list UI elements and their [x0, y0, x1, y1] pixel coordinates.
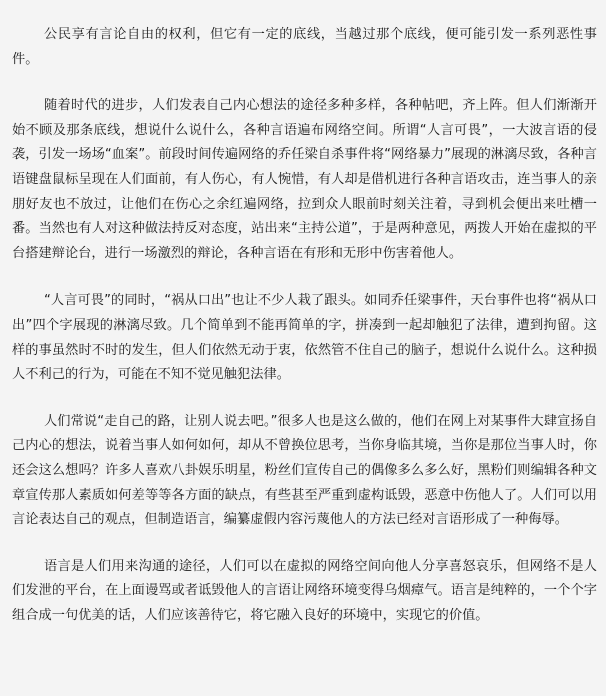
- article-paragraph: 人们常说“走自己的路，让别人说去吧。”很多人也是这么做的，他们在网上对某事件大肆宣扬自己内心的想法，说着当事人如何如何，却从不曾换位思考，当你身临其境，当你是那位当事人时，你还会这么想吗？许多人喜欢八卦娱乐明星，粉丝们宣传自己的偶像多么多么好，黑粉们则编辑各种文章宣传那人素质如何差等等各方面的缺点，有些甚至严重到虚构诋毁，恶意中伤他人了。人们可以用言论表达自己的观点，但制造语言，编纂虚假内容污蔑他人的方法已经对言语形成了一种侮辱。: [12, 413, 597, 528]
- article-paragraph: “人言可畏”的同时，“祸从口出”也让不少人栽了跟头。如同乔任梁事件，天台事件也将“祸从口出”四个字展现的淋漓尽致。几个简单到不能再简单的字，拼凑到一起却触犯了法律，遭到拘留。这样的事虽然时不时的发生，但人们依然无动于衷，依然管不住自己的脑子，想说什么说什么。这种损人不利己的行为，可能在不知不觉见触犯法律。: [12, 293, 597, 383]
- article-paragraph: 随着时代的进步，人们发表自己内心想法的途径多种多样，各种帖吧，齐上阵。但人们渐渐开始不顾及那条底线，想说什么说什么，各种言语遍布网络空间。所谓“人言可畏”，一大波言语的侵袭，引发一场场“血案”。前段时间传遍网络的乔任梁自杀事件将“网络暴力”展现的淋漓尽致，各种言语键盘鼠标呈现在人们面前，有人伤心，有人惋惜，有人却是借机进行各种言语攻击，连当事人的亲朋好友也不放过，让他们在伤心之余红遍网络，拉到众人眼前时刻关注着，寻到机会便出来吐槽一番。当然也有人对这种做法持反对态度，站出来“主持公道”，于是两种意见，两拨人开始在虚拟的平台搭建辩论台，进行一场激烈的辩论，各种言语在有形和无形中伤害着他人。: [12, 98, 597, 261]
- article-paragraph: 语言是人们用来沟通的途径，人们可以在虚拟的网络空间向他人分享喜怒哀乐，但网络不是人们发泄的平台，在上面谩骂或者诋毁他人的言语让网络环境变得乌烟瘴气。语言是纯粹的，一个个字组合成一句优美的话，人们应该善待它，将它融入良好的环境中，实现它的价值。: [12, 558, 597, 623]
- article-paragraph: 公民享有言论自由的权利，但它有一定的底线，当越过那个底线，便可能引发一系列恶性事件。: [12, 27, 597, 67]
